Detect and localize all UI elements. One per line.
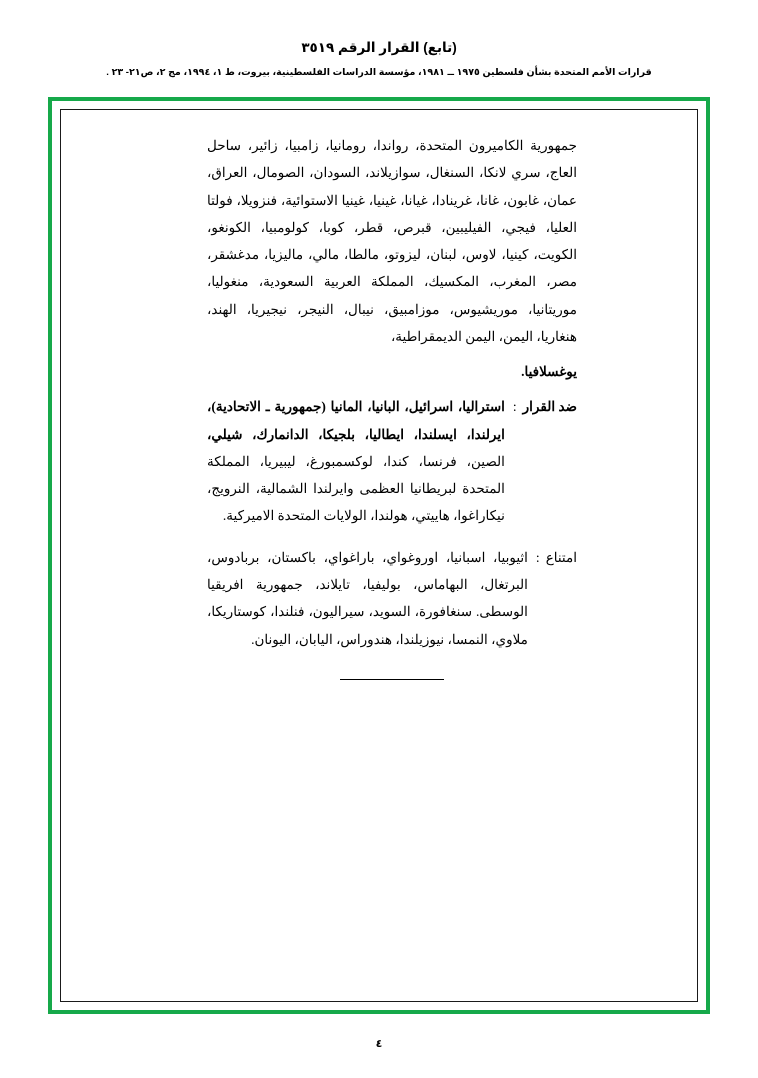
page-number: ٤ (375, 1038, 383, 1050)
vote-body-against-bold: استراليا، اسرائيل، البانيا، المانيا (جمهورية ـ الاتحادية)، ايرلندا، ايسلندا، ايطاليا، بلجيكا، الدانمارك، شيلي، (207, 399, 505, 442)
page-title: (تابع) القرار الرقم ٣٥١٩ (301, 40, 457, 55)
vote-body-against (207, 393, 505, 529)
content-frame-inner-border (60, 109, 698, 1002)
colon-separator-against: : (512, 399, 517, 415)
source-citation: قرارات الأمم المتحدة بشأن فلسطين ١٩٧٥ ــ ١٩٨١، مؤسسة الدراسات الفلسطينية، بيروت، ط ١، ١٩٩٤، مج ٢، ص٢١- ٢٣ . (106, 67, 652, 78)
vote-row-abstain (207, 544, 577, 653)
document-header (0, 40, 758, 78)
document-body (207, 132, 577, 680)
section-divider (340, 679, 444, 680)
vote-body-abstain: اثيوبيا، اسبانيا، اوروغواي، باراغواي، باكستان، بربادوس، البرتغال، البهاماس، بوليفيا، تايلاند، جمهورية افريقيا الوسطى. سنغافورة، السويد، سيراليون، فنلندا، كوستاريكا، ملاوي، النمسا، نيوزيلندا، هندوراس، اليابان، اليونان. (207, 549, 528, 647)
vote-label-abstain: امتناع (545, 549, 577, 565)
paragraph-in-favor-last-line: يوغسلافيا. (521, 364, 577, 380)
content-frame (48, 97, 710, 1014)
vote-row-against (207, 393, 577, 529)
paragraph-in-favor-continued: جمهورية الكاميرون المتحدة، رواندا، رومانيا، زامبيا، زائير، ساحل العاج، سري لانكا، السنغال، سوازيلاند، السودان، الصومال، العراق، عمان، غابون، غانا، غرينادا، غيانا، غينيا، غينيا الاستوائية، فنزويلا، فولتا العليا، فيجي، الفيليبين، قبرص، قطر، كوبا، كولومبيا، الكونغو، الكويت، كينيا، لاوس، لبنان، ليزوتو، مالطا، مالي، ماليزيا، مدغشقر، مصر، المغرب، المكسيك، المملكة العربية السعودية، منغوليا، موريتانيا، موريشيوس، موزامبيق، نيبال، النيجر، نيجيريا، الهند، هنغاريا، اليمن، اليمن الديمقراطية، (207, 138, 577, 344)
vote-label-against: ضد القرار (522, 399, 577, 415)
colon-separator-abstain: : (535, 549, 540, 565)
vote-body-against-rest: الصين، فرنسا، كندا، لوكسمبورغ، ليبيريا، المملكة المتحدة لبريطانيا العظمى وايرلندا الشمالية، النرويج، نيكاراغوا، هاييتي، هولندا، الولايات المتحدة الاميركية. (207, 453, 505, 524)
